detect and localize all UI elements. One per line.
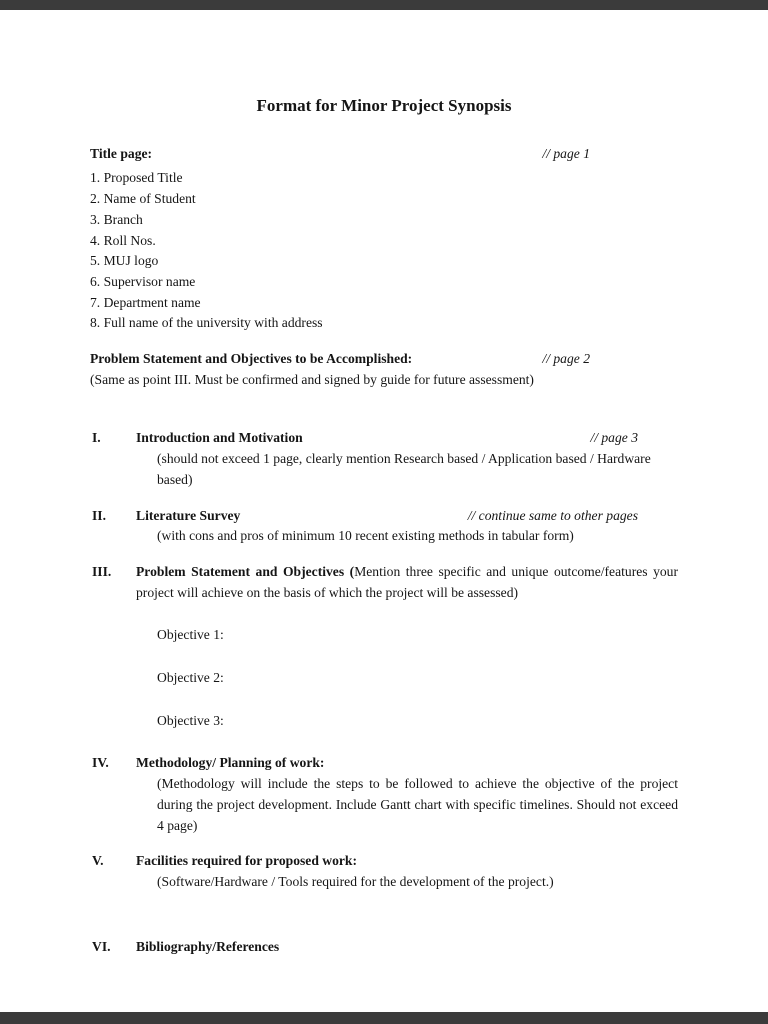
section-literature-survey [90,506,678,547]
section-numeral: V. [92,853,104,869]
section-introduction [90,428,678,490]
section-heading: Introduction and Motivation [136,430,303,446]
title-page-item-list [90,168,678,334]
title-page-heading: Title page: [90,145,153,161]
section-note: (with cons and pros of minimum 10 recent existing methods in tabular form) [157,528,574,544]
section-numeral: II. [92,507,106,523]
section-problem-statement-objectives [90,562,678,732]
section-numeral: I. [92,430,101,446]
sections-list [90,428,678,957]
title-page-heading-row [90,144,678,165]
section-facilities [90,851,678,892]
section-numeral: IV. [92,755,109,771]
section-note: (Software/Hardware / Tools required for the development of the project.) [157,873,554,889]
viewer-top-bar [0,0,768,10]
section-numeral: III. [92,563,112,579]
section-heading: Problem Statement and Objectives ( [136,563,355,579]
section-heading-description: Mention three specific and unique outcome/features your project will achieve on the basis of which the project will be assessed) [136,563,678,600]
section-heading-row [136,506,678,527]
objective-line: Objective 2: [157,670,224,686]
title-page-page-ref: // page 1 [542,145,590,161]
section-note: (Methodology will include the steps to be followed to achieve the objective of the project during the project development. Include Gantt chart with specific timelines. Should not exceed 4 page) [157,776,678,833]
section-page-ref: // page 3 [590,430,638,446]
section-note: (should not exceed 1 page, clearly mention Research based / Application based / Hardware based) [157,451,651,487]
title-page-item: 4. Roll Nos. [90,232,156,248]
title-page-item: 8. Full name of the university with address [90,315,323,331]
section-heading-paragraph [136,562,678,603]
section-methodology [90,753,678,836]
title-page-item: 1. Proposed Title [90,170,183,186]
section-bibliography [90,937,678,958]
title-page-item: 7. Department name [90,294,201,310]
document-title: Format for Minor Project Synopsis [256,96,512,115]
problem-statement-heading-row [90,349,678,370]
section-heading: Facilities required for proposed work: [136,853,358,869]
section-numeral: VI. [92,938,111,954]
section-body [136,428,678,490]
title-page-item: 3. Branch [90,211,143,227]
section-body [136,851,678,892]
section-body [136,937,678,958]
problem-statement-heading: Problem Statement and Objectives to be Accomplished: [90,351,413,367]
viewer-bottom-bar [0,1012,768,1024]
section-heading: Literature Survey [136,507,241,523]
section-page-ref: // continue same to other pages [467,507,638,523]
section-body [136,562,678,732]
section-heading: Methodology/ Planning of work: [136,755,325,771]
problem-statement-note: (Same as point III. Must be confirmed and signed by guide for future assessment) [90,371,534,387]
problem-statement-page-ref: // page 2 [542,351,590,367]
title-page-item: 5. MUJ logo [90,253,159,269]
section-body [136,506,678,547]
section-heading-row [136,428,678,449]
title-page-item: 6. Supervisor name [90,273,196,289]
objective-line: Objective 3: [157,712,224,728]
section-body [136,753,678,836]
section-heading: Bibliography/References [136,938,280,954]
objective-line: Objective 1: [157,627,224,643]
title-page-item: 2. Name of Student [90,191,196,207]
